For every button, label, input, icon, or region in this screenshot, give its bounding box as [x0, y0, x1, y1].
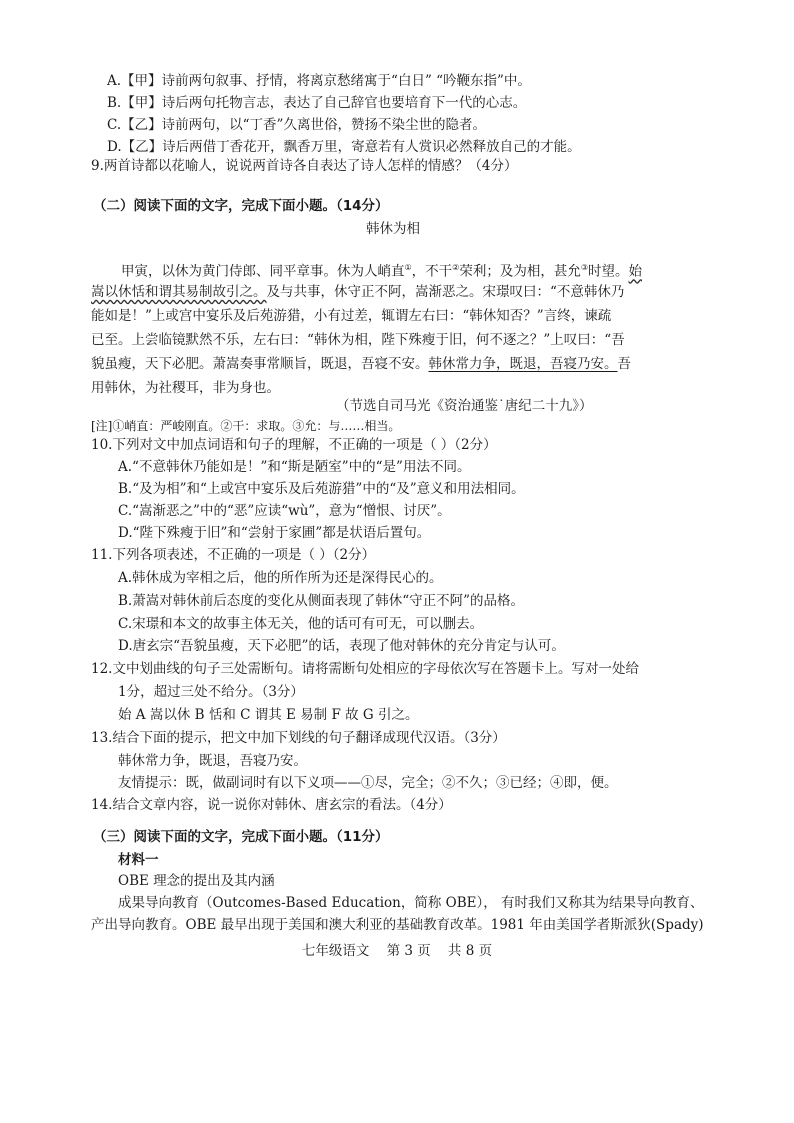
q10-option-c: C.“嵩渐恶之”中的“恶”应读“wù”，意为“憎恨、讨厌”。 — [118, 503, 451, 519]
question-11-stem: 11.下列各项表述，不正确的一项是（ ）（2分） — [91, 547, 376, 563]
q10-option-b: B.“及为相”和“上或宫中宴乐及后苑游猎”中的“及”意义和用法相同。 — [118, 481, 525, 497]
question-14: 14.结合文章内容，说一说你对韩休、唐玄宗的看法。（4分） — [91, 797, 452, 813]
question-13-hint: 友情提示：既，做副词时有以下义项——①尽，完全；②不久；③已经；④即，便。 — [118, 775, 618, 791]
q8-option-d: D.【乙】诗后两借丁香花开，飘香万里，寄意若有人赏识必然释放自己的才能。 — [107, 139, 581, 155]
question-10-stem: 10.下列对文中加点词语和句子的理解，不正确的一项是（ ）（2分） — [91, 437, 497, 453]
question-12-sentence: 始 A 嵩以休 B 恬和 C 谓其 E 易制 F 故 G 引之。 — [118, 707, 419, 723]
q10-option-d: D.“陛下殊瘦于旧”和“尝射于家圃”都是状语后置句。 — [118, 525, 431, 541]
material-label: 材料一 — [118, 852, 159, 868]
material-subtitle: OBE 理念的提出及其内涵 — [118, 873, 275, 889]
q11-option-a: A.韩休成为宰相之后，他的所作所为还是深得民心的。 — [118, 570, 443, 586]
question-9: 9.两首诗都以花喻人，说说两首诗各自表达了诗人怎样的情感？（4分） — [91, 158, 518, 174]
q8-option-b: B.【甲】诗后两句托物言志，表达了自己辞官也要培育下一代的心志。 — [107, 95, 527, 111]
q11-option-b: B.萧嵩对韩休前后态度的变化从侧面表现了韩休“守正不阿”的品格。 — [118, 593, 525, 609]
passage-title: 韩休为相 — [366, 221, 420, 237]
q11-option-c: C.宋璟和本文的故事主体无关，他的话可有可无，可以删去。 — [118, 616, 484, 632]
passage-line-3: 能如是！”上或宫中宴乐及后苑游猎，小有过差，辄谓左右曰：“韩休知否？”言终，谏疏 — [91, 308, 612, 324]
page-footer: 七年级语文 第 3 页 共 8 页 — [301, 943, 493, 959]
q11-option-d: D.唐玄宗“吾貌虽瘦，天下必肥”的话，表现了他对韩休的充分肯定与认可。 — [118, 638, 565, 654]
passage-line-1: 甲寅，以休为黄门侍郎、同平章事。休为人峭直①，不干②荣利；及为相，甚允③时望。始 — [121, 263, 643, 280]
passage-source: （节选自司马光《资治通鉴˙唐纪二十九》） — [336, 398, 593, 414]
passage-line-4: 已至。上尝临镜默然不乐，左右曰：“韩休为相，陛下殊瘦于旧，何不逐之？”上叹曰：“吾 — [91, 332, 625, 348]
question-13-stem: 13.结合下面的提示，把文中加下划线的句子翻译成现代汉语。（3分） — [91, 730, 506, 746]
question-13-sentence: 韩休常力争，既退，吾寝乃安。 — [118, 753, 307, 769]
passage-line-2: 嵩以休恬和谓其易制故引之。及与共事，休守正不阿，嵩渐恶之。宋璟叹曰：“不意韩休乃 — [91, 284, 625, 300]
q8-option-a: A.【甲】诗前两句叙事、抒情，将离京愁绪寓于“白日” “吟鞭东指”中。 — [107, 73, 531, 89]
material-line-2: 产出导向教育。OBE 最早出现于美国和澳大利亚的基础教育改革。1981 年由美国学者斯派狄(Spady) — [91, 917, 704, 933]
material-line-1: 成果导向教育（Outcomes-Based Education，简称 OBE）， 有时我们又称其为结果导向教育、 — [118, 895, 704, 911]
question-12-stem-2: 1分，超过三处不给分。（3分） — [118, 684, 304, 700]
section-2-heading: （二）阅读下面的文字，完成下面小题。（14分） — [93, 198, 389, 214]
question-12-stem-1: 12.文中划曲线的句子三处需断句。请将需断句处相应的字母依次写在答题卡上。写对一处给 — [91, 661, 639, 677]
q8-option-c: C.【乙】诗前两句，以“丁香”久离世俗，赞扬不染尘世的隐者。 — [107, 117, 486, 133]
passage-line-6: 用韩休，为社稷耳，非为身也。 — [91, 380, 280, 396]
q10-option-a: A.“不意韩休乃能如是！”和“斯是陋室”中的“是”用法不同。 — [118, 459, 471, 475]
passage-line-5: 貌虽瘦，天下必肥。萧嵩奏事常顺旨，既退，吾寝不安。韩休常力争，既退，吾寝乃安。吾 — [91, 356, 631, 372]
section-3-heading: （三）阅读下面的文字，完成下面小题。（11分） — [93, 829, 389, 845]
passage-notes: [注]①峭直：严峻刚直。②干：求取。③允：与……相当。 — [91, 419, 401, 433]
